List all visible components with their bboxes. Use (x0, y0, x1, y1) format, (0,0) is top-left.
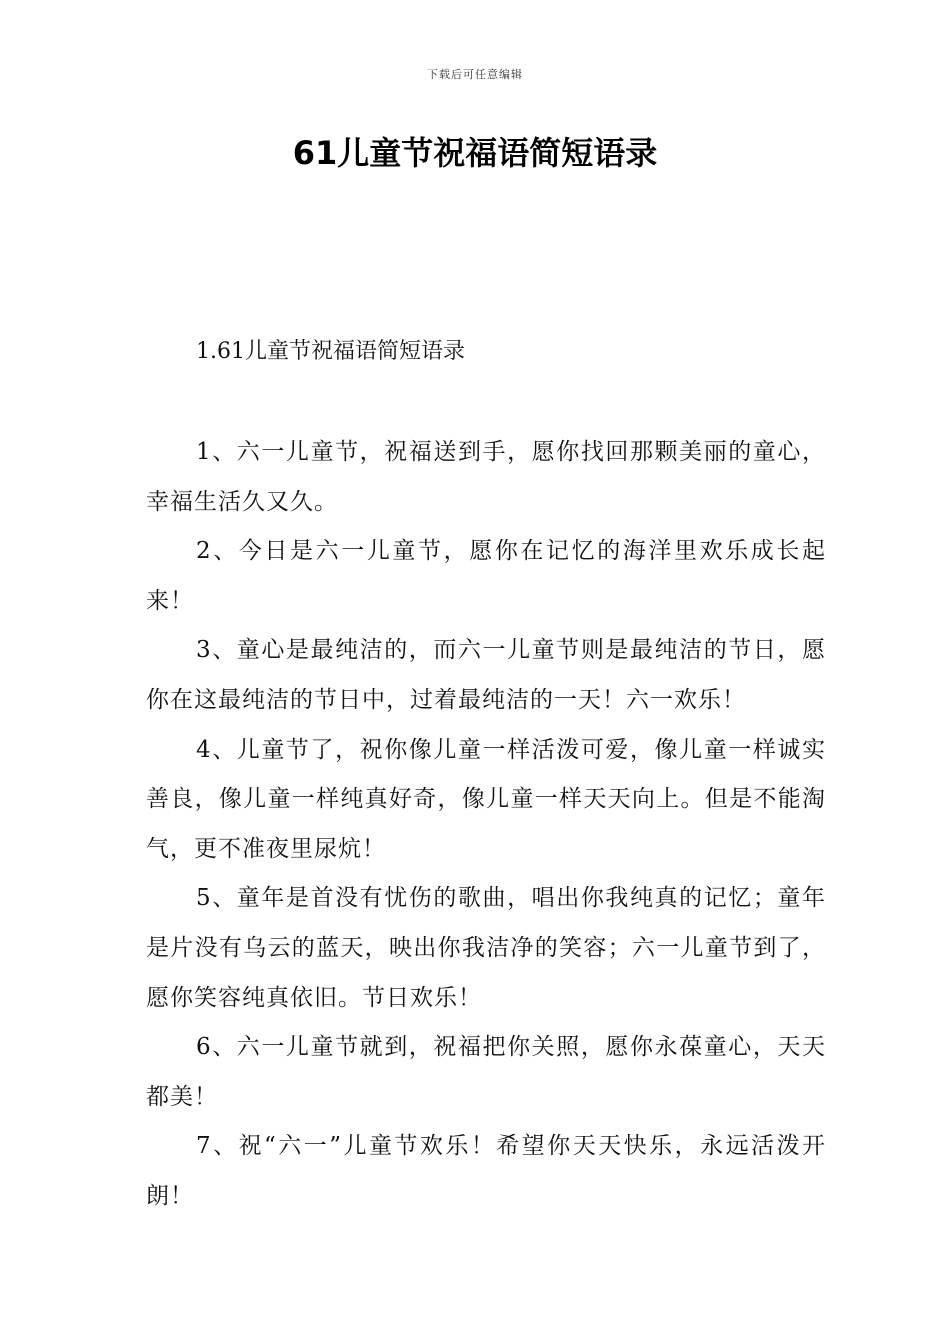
list-item: 7、祝“六一”儿童节欢乐！希望你天天快乐，永远活泼开朗！ (146, 1133, 826, 1209)
header-note: 下载后可任意编辑 (427, 68, 523, 81)
list-item: 6、六一儿童节就到，祝福把你关照，愿你永葆童心，天天都美！ (146, 1034, 826, 1110)
list-item: 5、童年是首没有忧伤的歌曲，唱出你我纯真的记忆；童年是片没有乌云的蓝天，映出你我洁净的笑容；六一儿童节到了，愿你笑容纯真依旧。节日欢乐！ (146, 885, 826, 1011)
document-body (146, 428, 826, 1222)
list-item: 1、六一儿童节，祝福送到手，愿你找回那颗美丽的童心，幸福生活久又久。 (146, 439, 826, 515)
list-item: 4、儿童节了，祝你像儿童一样活泼可爱，像儿童一样诚实善良，像儿童一样纯真好奇，像儿童一样天天向上。但是不能淘气，更不准夜里尿炕！ (146, 736, 826, 862)
document-title: 61儿童节祝福语简短语录 (292, 134, 658, 172)
list-item: 2、今日是六一儿童节，愿你在记忆的海洋里欢乐成长起来！ (146, 538, 826, 614)
section-heading: 1.61儿童节祝福语简短语录 (196, 339, 465, 364)
list-item: 3、童心是最纯洁的，而六一儿童节则是最纯洁的节日，愿你在这最纯洁的节日中，过着最纯洁的一天！六一欢乐！ (146, 637, 826, 713)
